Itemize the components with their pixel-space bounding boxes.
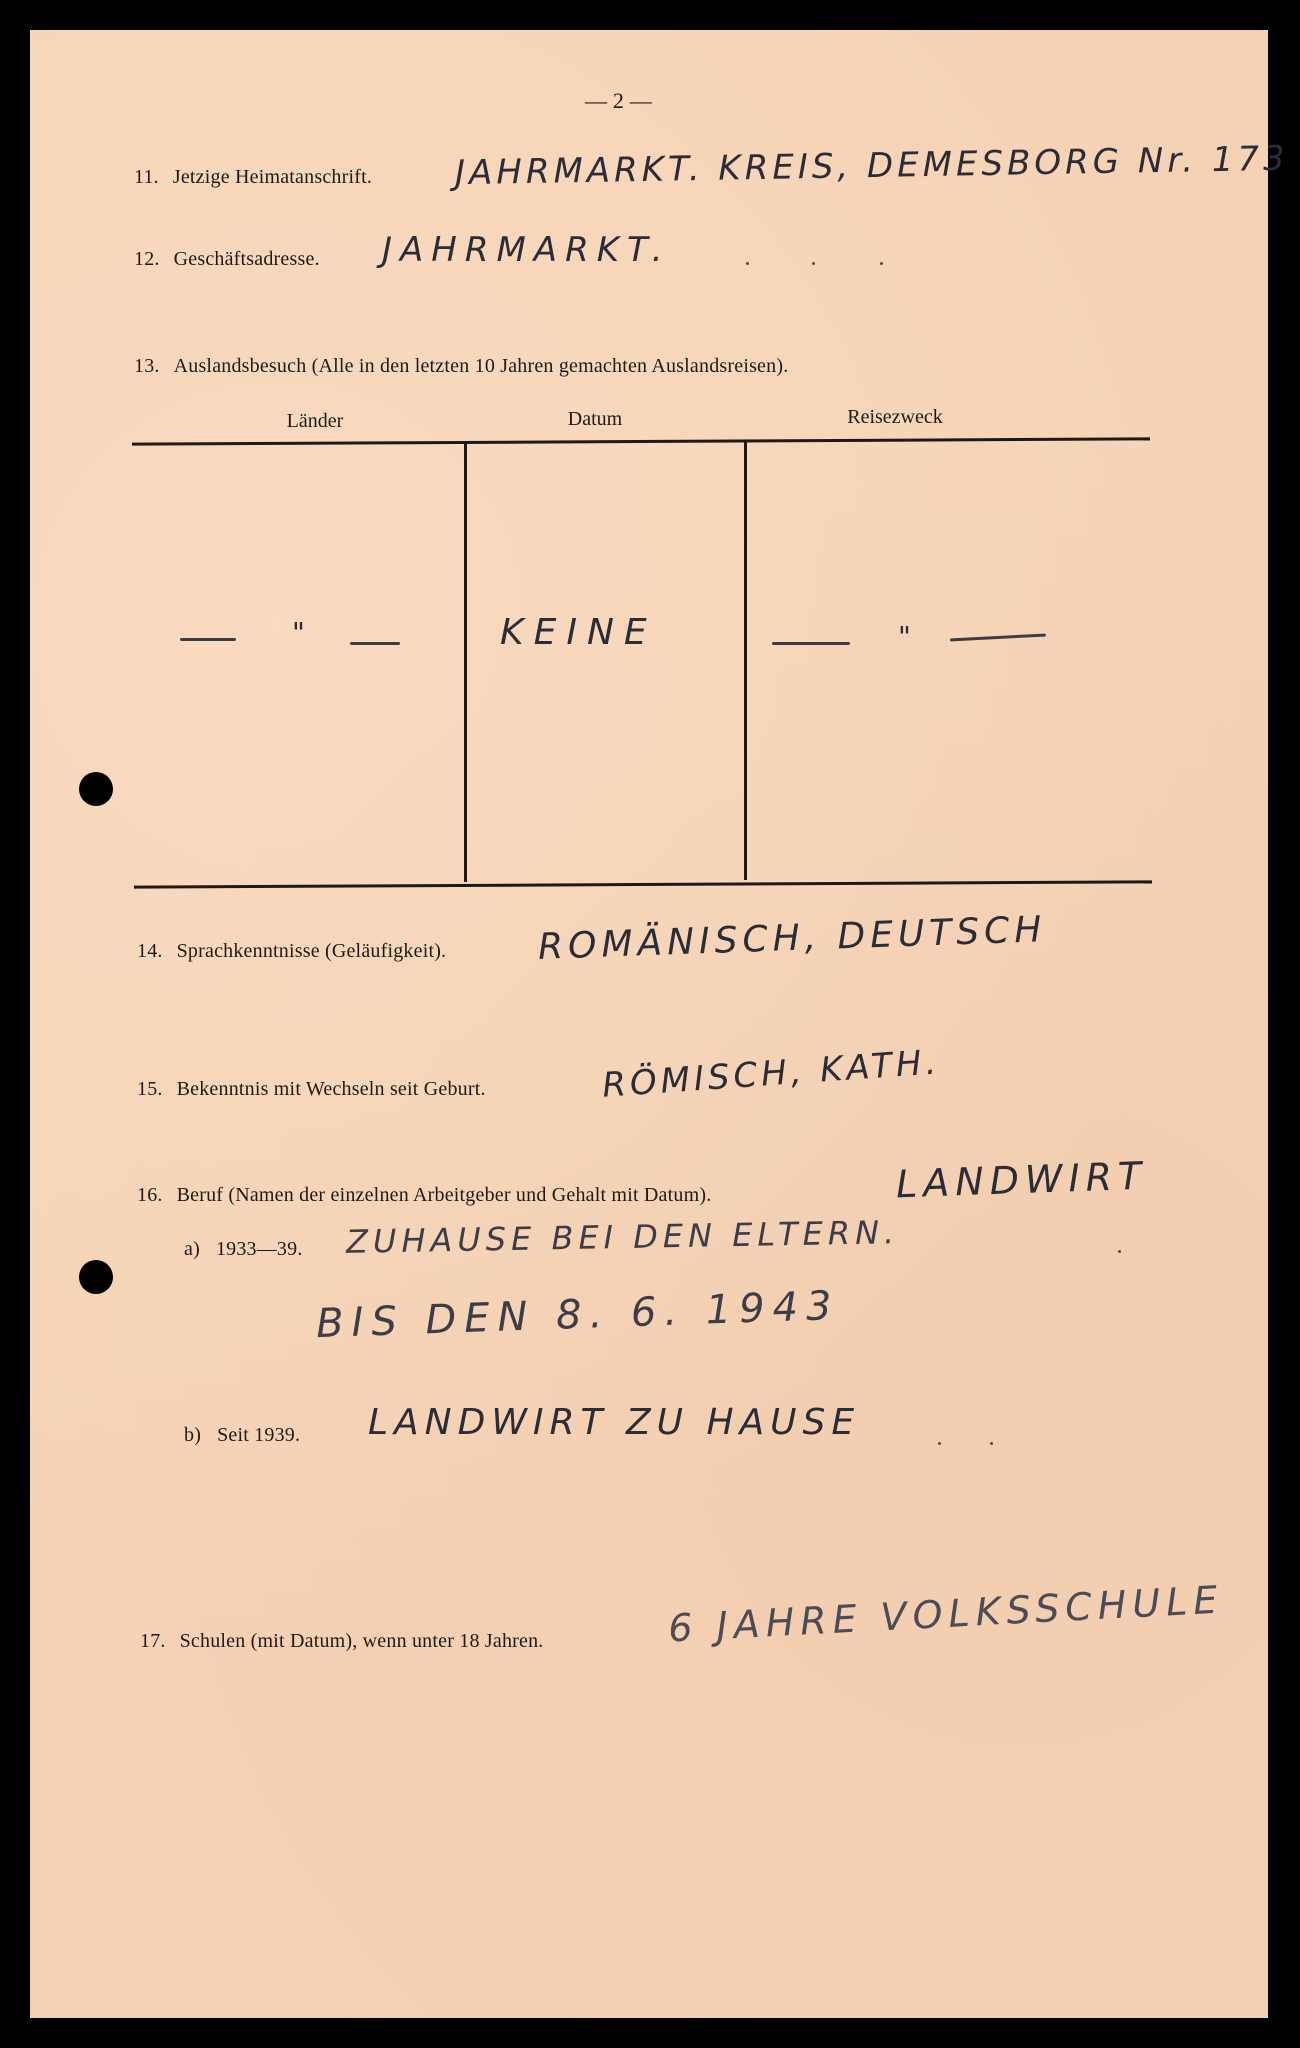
speck xyxy=(746,262,749,265)
occupation-b-period: Seit 1939. xyxy=(217,1424,301,1446)
table-cell-date: KEINE xyxy=(500,612,657,653)
occupation-a-label xyxy=(184,1238,303,1261)
table-header-countries: Länder xyxy=(286,410,344,432)
table-column-divider xyxy=(464,442,467,882)
punch-hole xyxy=(79,772,113,806)
field-15-label xyxy=(137,1078,486,1101)
occupation-b-letter: b) xyxy=(184,1424,202,1446)
table-cell-purpose: " xyxy=(898,620,917,653)
speck xyxy=(938,1442,941,1445)
handwritten-dash xyxy=(950,633,1046,641)
field-label: Jetzige Heimatanschrift. xyxy=(172,166,373,188)
field-14-label xyxy=(137,940,446,963)
speck xyxy=(880,262,883,265)
occupation-a-period: 1933—39. xyxy=(215,1238,303,1260)
field-number: 15. xyxy=(137,1078,163,1100)
speck xyxy=(1118,1250,1121,1253)
field-number: 13. xyxy=(134,355,160,377)
table-column-divider xyxy=(744,440,747,880)
speck xyxy=(812,262,815,265)
field-11-label xyxy=(134,166,372,189)
field-label: Beruf (Namen der einzelnen Arbeitgeber und Gehalt mit Datum). xyxy=(176,1184,712,1206)
punch-hole xyxy=(79,1260,113,1294)
field-number: 14. xyxy=(137,940,163,962)
occupation-b-value: LANDWIRT ZU HAUSE xyxy=(368,1402,861,1443)
occupation-a-letter: a) xyxy=(184,1238,200,1260)
field-16-handwritten-value: LANDWIRT xyxy=(895,1153,1148,1207)
table-header-purpose: Reisezweck xyxy=(847,406,943,428)
field-16-label xyxy=(137,1184,711,1207)
field-number: 12. xyxy=(134,248,160,270)
field-15-handwritten-value: RÖMISCH, KATH. xyxy=(601,1042,942,1106)
handwritten-dash xyxy=(350,642,400,645)
occupation-a-value-line2: BIS DEN 8. 6. 1943 xyxy=(315,1282,841,1348)
table-header-date: Datum xyxy=(567,408,623,430)
page-number: — 2 — xyxy=(585,88,652,113)
field-17-handwritten-value: 6 JAHRE VOLKSSCHULE xyxy=(667,1577,1225,1651)
table-cell-countries: " xyxy=(292,616,311,649)
field-label: Sprachkenntnisse (Geläufigkeit). xyxy=(176,940,447,962)
handwritten-dash xyxy=(180,638,236,641)
field-12-handwritten-value: JAHRMARKT. xyxy=(382,230,671,270)
field-12-label xyxy=(134,248,320,271)
field-label: Bekenntnis mit Wechseln seit Geburt. xyxy=(176,1078,486,1100)
handwritten-dash xyxy=(772,642,850,645)
field-11-handwritten-value: JAHRMARKT. KREIS, DEMESBORG Nr. 173 xyxy=(454,138,1289,194)
table-bottom-rule xyxy=(134,880,1152,888)
field-label: Schulen (mit Datum), wenn unter 18 Jahren. xyxy=(179,1630,544,1652)
document-page xyxy=(30,30,1289,2018)
occupation-b-label xyxy=(184,1424,300,1447)
field-17-label xyxy=(140,1630,543,1653)
occupation-a-value-line1: ZUHAUSE BEI DEN ELTERN. xyxy=(345,1213,900,1261)
field-label: Geschäftsadresse. xyxy=(173,248,320,270)
speck xyxy=(990,1442,993,1445)
table-top-rule xyxy=(132,437,1150,445)
field-label: Auslandsbesuch (Alle in den letzten 10 Jahren gemachten Auslandsreisen). xyxy=(173,355,789,377)
field-number: 17. xyxy=(140,1630,166,1652)
field-13-label xyxy=(134,355,788,378)
field-14-handwritten-value: ROMÄNISCH, DEUTSCH xyxy=(537,909,1047,968)
field-number: 16. xyxy=(137,1184,163,1206)
field-number: 11. xyxy=(134,166,159,188)
